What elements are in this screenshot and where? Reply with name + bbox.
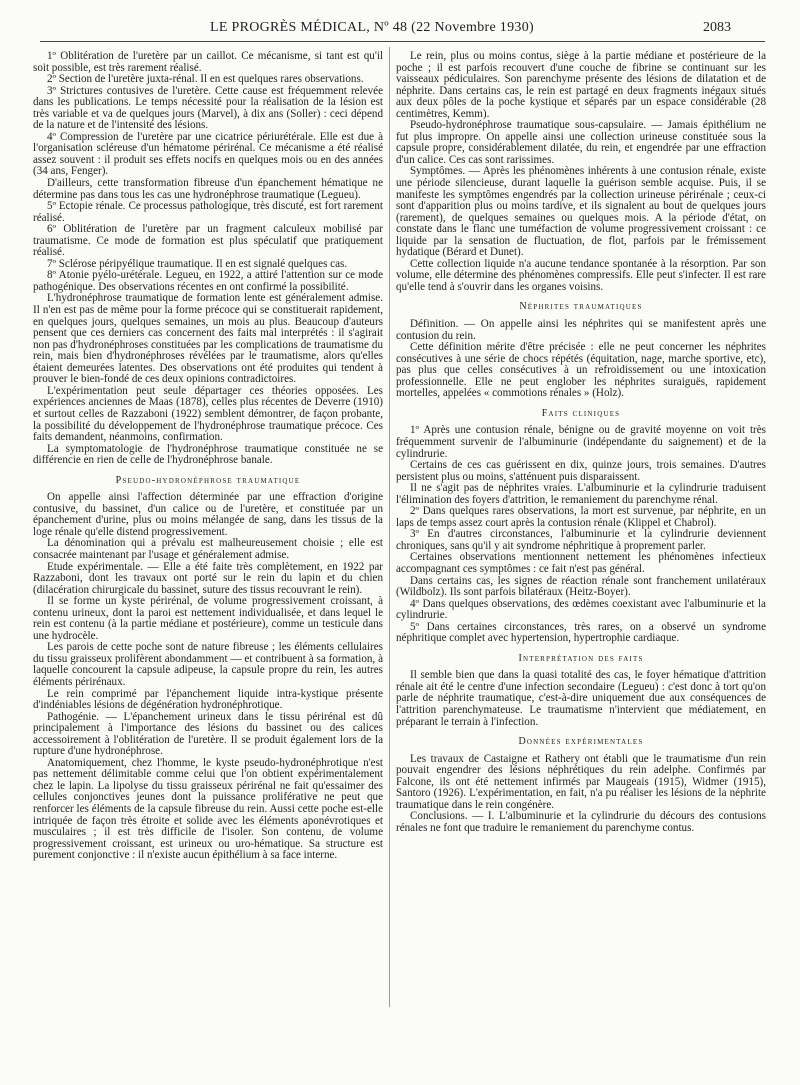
header-rule	[40, 41, 765, 42]
paragraph: 7º Sclérose péripyélique traumatique. Il en est signalé quelques cas.	[47, 257, 348, 270]
paragraph: Anatomiquement, chez l'homme, le kyste pseudo-hydronéphrotique n'est pas nettement délimitable comme celui que l'on obtient expérimentalement chez le lapin. La lipolyse du tissu graisseux périrénal ne fait qu'essaimer des cellules conjonctives jeunes dont la puissance proliférative ne peut que renforcer les éléments de la capsule fibreuse du rein. Aussi cette poche est-elle intriquée de façon très étroite et solide avec les éléments aponévrotiques et musculaires ; il est très difficile de l'isoler. Son contenu, de volume progressivement croissant, est urineux ou uro-hématique. Sa structure est purement conjonctive : il n'existe aucun épithélium à sa face interne.	[33, 756, 383, 862]
paragraph: Les travaux de Castaigne et Rathery ont établi que le traumatisme d'un rein pouvait engendrer des lésions néphrétiques du rein adelphe. Confirmés par Falcone, ils ont été nettement infirmés par Maugeais (1915), Widmer (1915), Santoro (1926). L'expérimentation, en fait, n'a pu réaliser les lésions de la néphrite traumatique dans le rein congénère.	[396, 752, 766, 811]
paragraph: Cette collection liquide n'a aucune tendance spontanée à la résorption. Par son volume, elle détermine des phénomènes compressifs. Elle peut s'infecter. Il est rare qu'elle tend à s'ouvrir dans les organes voisins.	[396, 257, 766, 293]
section-heading-pseudo-hydronephrose: Pseudo-hydronéphrose traumatique	[115, 474, 301, 486]
paragraph: Il semble bien que dans la quasi totalité des cas, le foyer hématique d'attrition rénale ait été le centre d'une infection secondaire (Legueu) : c'est donc à tort qu'on parle de néphrite traumatique, c'est-à-dire uniquement due aux conséquences de l'attrition parenchymateuse. Le traumatisme n'intervient que médiatement, en préparant le terrain à l'infection.	[396, 669, 766, 728]
right-column	[396, 51, 766, 834]
paragraph: Il se forme un kyste périrénal, de volume progressivement croissant, à contenu urineux, dont la paroi est nettement individualisée, et dans lequel le rein est contenu (à la partie médiane et postérieure), comme un testicule dans une hydrocèle.	[33, 595, 383, 642]
left-column	[33, 51, 383, 862]
paragraph: 2º Section de l'uretère juxta-rénal. Il en est quelques rares observations.	[47, 73, 364, 86]
paragraph: 5º Ectopie rénale. Ce processus pathologique, très discuté, est fort rarement réalisé.	[33, 200, 383, 224]
paragraph: Cette définition mérite d'être précisée : elle ne peut concerner les néphrites consécutives à une série de chocs répétés (équitation, nage, marche sportive, etc), pas plus que celles consécutives à un refroidissement ou une intoxication professionnelle. Elle ne peut englober les néphrites suraiguës, rapidement mortelles, appelées « commotions rénales » (Holz).	[396, 341, 766, 400]
paragraph: 3º En d'autres circonstances, l'albuminurie et la cylindrurie deviennent chroniques, sans qu'il y ait syndrome néphritique à proprement parler.	[396, 528, 766, 552]
paragraph: Pseudo-hydronéphrose traumatique sous-capsulaire. — Jamais épithélium ne fut plus impropre. On appelle ainsi une collection urineuse constituée sous la capsule propre, considérablement dilatée, du rein, et engendrée par une effraction d'un calice. Ces cas sont rarissimes.	[396, 119, 766, 166]
column-divider	[389, 47, 390, 1007]
paragraph: 5º Dans certaines circonstances, très rares, on a observé un syndrome néphritique complet avec hypertension, hypertrophie cardiaque.	[396, 620, 766, 645]
paragraph: Le rein comprimé par l'épanchement liquide intra-kystique présente d'indéniables lésions de dégénération hydronéphrotique.	[33, 687, 383, 712]
paragraph: 4º Compression de l'uretère par une cicatrice périurétérale. Elle est due à l'organisation scléreuse d'un hématome périrénal. Ce mécanisme a été réalisé assez souvent : il produit ses effets nocifs en quelques mois ou en des années (34 ans, Fenger).	[33, 130, 383, 178]
section-heading-interpretation: Interprétation des faits	[518, 652, 644, 664]
paragraph: 8º Atonie pyélo-urétérale. Legueu, en 1922, a attiré l'attention sur ce mode pathogénique. Des observations récentes en ont confirmé la possibilité.	[33, 269, 383, 293]
paragraph: 1º Après une contusion rénale, bénigne ou de gravité moyenne on voit très fréquemment survenir de l'albuminurie (indépendante du saignement) et de la cylindrurie.	[396, 424, 766, 460]
paragraph: Conclusions. — I. L'albuminurie et la cylindrurie du décours des contusions rénales ne font que traduire le remaniement du parenchyme contus.	[396, 810, 766, 834]
page-header	[0, 14, 800, 40]
paragraph: Définition. — On appelle ainsi les néphrites qui se manifestent après une contusion du rein.	[396, 318, 766, 342]
paragraph: L'hydronéphrose traumatique de formation lente est généralement admise. Il n'en est pas de même pour la forme précoce qui se constituerait rapidement, en quelques jours, quelques semaines, un mois au plus. Beaucoup d'auteurs pensent que ces derniers cas concernent des faits mal interprétés : il s'agirait non pas d'hydronéphroses constituées par les complications de traumatisme du rein, mais bien d'hydronéphroses révélées par le traumatisme, alors qu'elles étaient demeurées latentes. Des observations ont été produites qui tendent à prouver le bien-fondé de ces deux opinions contradictoires.	[33, 292, 383, 386]
paragraph: L'expérimentation peut seule départager ces théories opposées. Les expériences anciennes de Maas (1878), celles plus récentes de Deverre (1910) et surtout celles de Razzaboni (1922) semblent démontrer, de façon probante, la possibilité du développement de l'hydronéphrose traumatique précoce. Ces faits demandent, néanmoins, confirmation.	[33, 384, 383, 444]
paragraph: Le rein, plus ou moins contus, siège à la partie médiane et postérieure de la poche ; il est parfois recouvert d'une couche de fibrine se continuant sur les vaisseaux pédiculaires. Son parenchyme présente des lésions de dilatation et de néphrite. Dans certains cas, le rein est partagé en deux fragments inégaux situés aux deux pôles de la poche kystique et séparés par un espace considérable (28 centimètres, Kemm).	[396, 50, 766, 120]
paragraph: Les parois de cette poche sont de nature fibreuse ; les éléments cellulaires du tissu graisseux prolifèrent abondamment — et contribuent à sa formation, à laquelle concourent la capsule adipeuse, la capsule propre du rein, les autres éléments périrénaux.	[33, 641, 383, 688]
paragraph: 3º Strictures contusives de l'uretère. Cette cause est fréquemment relevée dans les publications. Le temps nécessité pour la réalisation de la lésion est très variable et va de quelques jours (Marvel), à dix ans (Soller) : ceci dépend de la nature et de l'intensité des lésions.	[33, 84, 383, 132]
paragraph: Certains de ces cas guérissent en dix, quinze jours, trois semaines. D'autres persistent plus ou moins, s'atténuent puis disparaissent.	[396, 459, 766, 483]
section-heading-donnees-experimentales: Données expérimentales	[518, 736, 644, 748]
paragraph: Pathogénie. — L'épanchement urineux dans le tissu périrénal est dû principalement à l'importance des lésions du bassinet ou des calices accessoirement à l'oblitération de l'uretère. Il se produit également lors de la rupture d'une hydronéphrose.	[33, 710, 383, 758]
paragraph: 2º Dans quelques rares observations, la mort est survenue, par néphrite, en un laps de temps assez court après la contusion rénale (Klippel et Chabrol).	[396, 505, 766, 529]
paragraph: Certaines observations mentionnent nettement les phénomènes infectieux accompagnant ces symptômes : ce fait n'est pas général.	[396, 551, 766, 575]
paragraph: La dénomination qui a prévalu est malheureusement choisie ; elle est consacrée maintenant par l'usage et généralement admise.	[33, 537, 383, 561]
paragraph: Il ne s'agit pas de néphrites vraies. L'albuminurie et la cylindrurie traduisent l'élimination des foyers d'attrition, le remaniement du parenchyme rénal.	[396, 482, 766, 506]
paragraph: Symptômes. — Après les phénomènes inhérents à une contusion rénale, existe une période silencieuse, durant laquelle la guérison semble acquise. Puis, il se manifeste les symptômes engendrés par la collection urineuse périrénale ; ceux-ci sont d'apparition plus ou moins tardive, et ils signalent au bout de quelques jours (rarement), de quelques semaines ou quelques mois. A la période d'état, on constate dans le flanc une tuméfaction de volume progressivement croissant : ce liquide par la sensation de fluctuation, de flot, parfois par le frémissement hydatique (Bérard et Dunet).	[396, 165, 766, 259]
paragraph: On appelle ainsi l'affection déterminée par une effraction d'origine contusive, du bassinet, d'un calice ou de l'uretère, et constituée par un épanchement d'urine, plus ou moins mélangée de sang, dans les tissus de la loge rénale qu'elle distend progressivement.	[33, 491, 383, 538]
page-number: 2083	[703, 20, 731, 35]
paragraph: La symptomatologie de l'hydronéphrose traumatique constituée ne se différencie en rien de celle de l'hydronéphrose banale.	[33, 442, 383, 467]
paragraph: Dans certains cas, les signes de réaction rénale sont franchement unilatéraux (Wildbolz). Ils sont parfois bilatéraux (Heitz-Boyer).	[396, 574, 766, 599]
paragraph: 4º Dans quelques observations, des œdèmes coexistant avec l'albuminurie et la cylindrurie.	[396, 597, 766, 622]
running-title: LE PROGRÈS MÉDICAL, Nº 48 (22 Novembre 1930)	[210, 20, 534, 35]
section-heading-faits-cliniques: Faits cliniques	[541, 407, 621, 419]
paragraph: Etude expérimentale. — Elle a été faite très complètement, en 1922 par Razzaboni, dont les travaux ont porté sur le rein du lapin et du chien (dilacération chirurgicale du bassinet, suture des tissus recouvrant le rein).	[33, 560, 383, 596]
paragraph: D'ailleurs, cette transformation fibreuse d'un épanchement hématique ne détermine pas dans tous les cas une hydronéphrose traumatique (Legueu).	[33, 177, 383, 201]
paragraph: 6º Oblitération de l'uretère par un fragment calculeux mobilisé par traumatisme. Ce mode de formation est plus spéculatif que pratiquement réalisé.	[33, 223, 383, 259]
section-heading-nephrites: Néphrites traumatiques	[519, 301, 643, 313]
paragraph: 1º Oblitération de l'uretère par un caillot. Ce mécanisme, si tant est qu'il soit possible, est très rarement réalisé.	[33, 50, 383, 74]
